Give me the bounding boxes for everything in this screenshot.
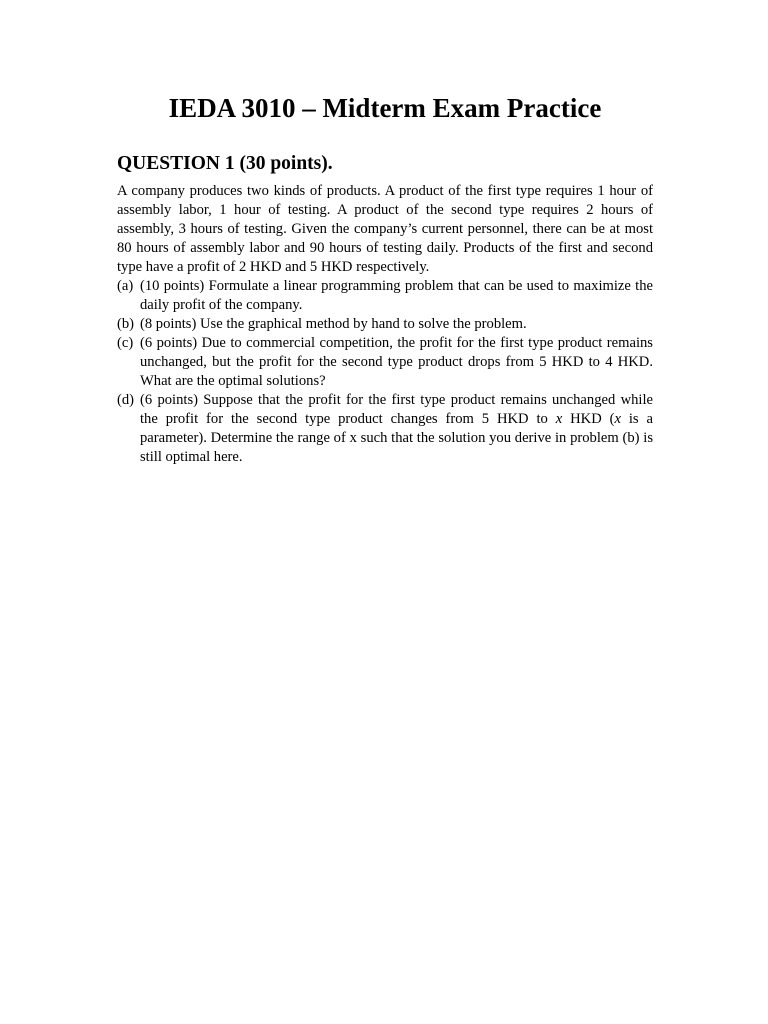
part-label: (a) xyxy=(117,278,134,294)
part-text-2: HKD ( xyxy=(562,411,615,427)
variable-x: x xyxy=(614,411,621,427)
part-text-1: (6 points) Suppose that the profit for the first type product remains unchanged while the profit for the second type product changes from 5 HKD to xyxy=(140,392,653,427)
part-text-3: is a parameter). Determine the range of x such that the solution you derive in problem (b) is still optimal here. xyxy=(140,411,653,465)
part-label: (d) xyxy=(117,392,135,408)
question-part-b xyxy=(117,315,653,334)
question-intro: A company produces two kinds of products. A product of the first type requires 1 hour of assembly labor, 1 hour of testing. A product of the second type requires 2 hours of assembly, 3 hours of testing. Given the company’s current personnel, there can be at most 80 hours of assembly labor and 90 hours of testing daily. Products of the first and second type have a profit of 2 HKD and 5 HKD respectively. xyxy=(117,183,653,275)
part-text: (10 points) Formulate a linear programming problem that can be used to maximize the daily profit of the company. xyxy=(140,278,653,313)
variable-x: x xyxy=(555,411,563,427)
part-text: (8 points) Use the graphical method by hand to solve the problem. xyxy=(140,316,527,332)
part-label: (b) xyxy=(117,316,135,332)
question-part-a xyxy=(117,277,653,315)
part-label: (c) xyxy=(117,335,134,351)
question-part-d xyxy=(117,391,653,467)
question-heading: QUESTION 1 (30 points). xyxy=(117,153,333,174)
question-part-c xyxy=(117,334,653,391)
page-title: IEDA 3010 – Midterm Exam Practice xyxy=(168,93,602,123)
question-parts-list xyxy=(117,277,653,467)
part-text: (6 points) Due to commercial competition, the profit for the first type product remains unchanged, but the profit for the second type product drops from 5 HKD to 4 HKD. What are the optimal solutions? xyxy=(140,335,653,389)
